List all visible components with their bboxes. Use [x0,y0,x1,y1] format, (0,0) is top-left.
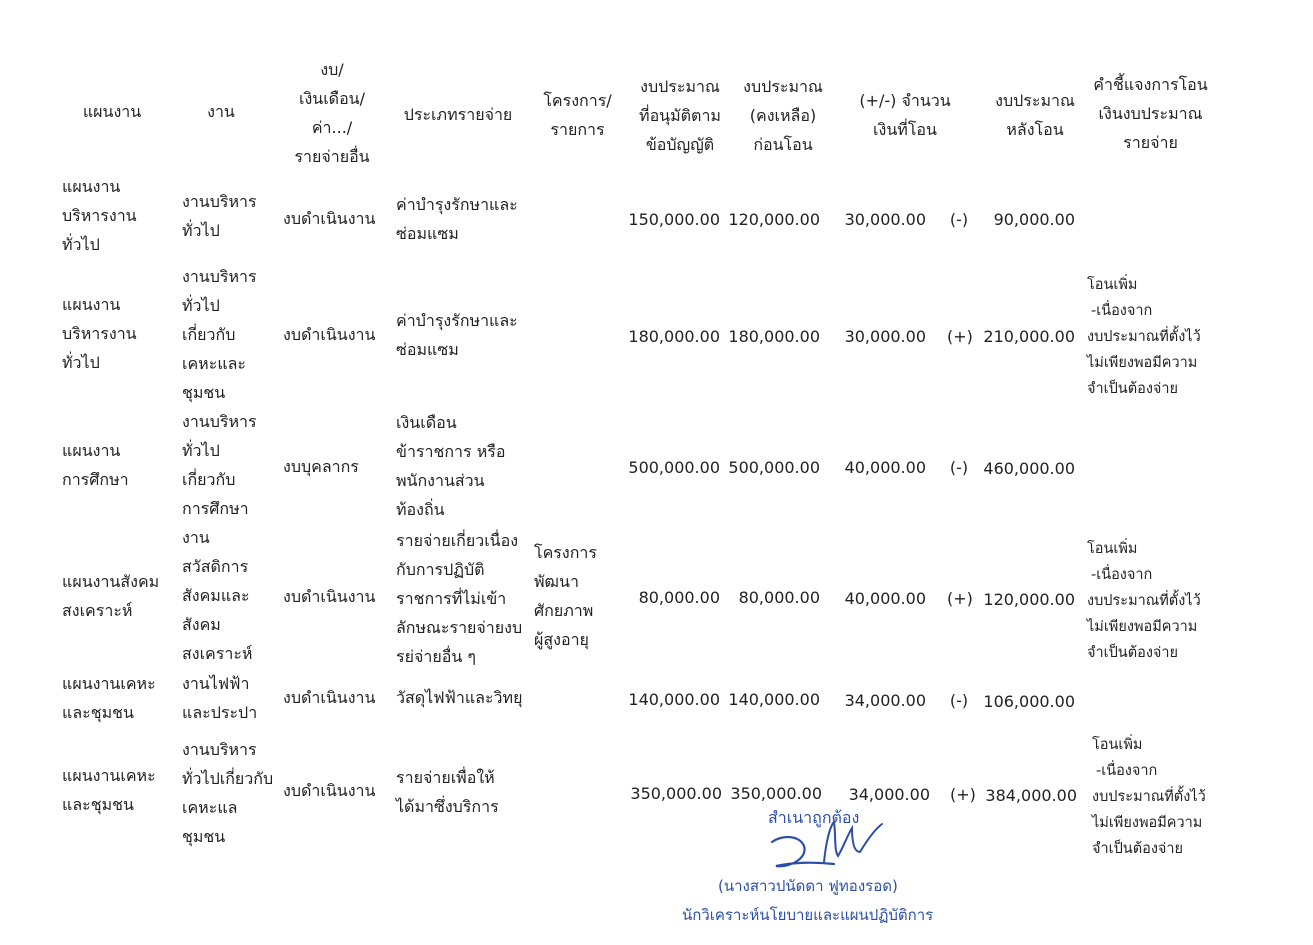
row-1-sign [947,322,971,351]
cell-text: งบดำเนินงาน [283,587,376,606]
row-5-sign [950,780,974,809]
header-remaining [733,72,833,159]
row-3-remaining [720,583,820,612]
row-0-budget-type [283,204,375,233]
cell-text: 34,000.00 [844,691,926,710]
cell-line: ค่าบำรุงรักษาและ [396,311,518,330]
cell-line: ไม่เพียงพอมีความ [1087,619,1198,635]
cell-line: พัฒนา [534,572,579,591]
cell-line: ศักยภาพ [534,601,594,620]
row-1-expense-type [396,306,518,364]
cell-text: 140,000.00 [728,690,820,709]
cell-line: ข้าราชการ หรือ [396,442,506,461]
cell-line: ราชการที่ไม่เข้า [396,589,507,608]
row-5-remaining [722,779,822,808]
cell-line: โครงการ [534,543,597,562]
header-transfer [850,86,960,144]
cell-line: เงินเดือน [396,413,457,432]
row-4-remaining [720,685,820,714]
cell-text: งบดำเนินงาน [283,209,376,228]
cell-text: 80,000.00 [738,588,820,607]
cell-line: งานบริหาร [182,740,257,759]
row-5-transfer [834,780,930,809]
header-line: ค่า.../ [311,118,353,137]
row-2-after [975,454,1075,483]
cell-text: งบบุคลากร [283,457,359,476]
row-1-budget-type [283,320,375,349]
cell-text: 80,000.00 [638,588,720,607]
cell-line: สงเคราะห์ [182,644,253,663]
row-1-plan [62,290,137,377]
cell-line: และชุมชน [62,703,134,722]
cell-text: 180,000.00 [728,327,820,346]
header-line: งบประมาณ [743,77,823,96]
cell-text: 30,000.00 [844,327,926,346]
cell-text: 500,000.00 [628,458,720,477]
cell-text: งบดำเนินงาน [283,688,376,707]
cell-text: 106,000.00 [983,692,1075,711]
row-2-transfer [830,453,926,482]
row-5-approved [622,779,722,808]
cell-line: รายจ่ายเกี่ยวเนื่อง [396,531,519,550]
cell-text: 210,000.00 [983,327,1075,346]
row-5-expense-type [396,763,499,821]
cell-line: งบประมาณที่ตั้งไว้ [1087,329,1201,345]
row-0-task [182,187,257,245]
row-2-remaining [720,453,820,482]
header-line: ข้อบัญญัติ [645,135,715,154]
cell-line: ทั่วไปเกี่ยวกับ [182,769,274,788]
header-approved [630,72,730,159]
row-3-after [975,585,1075,614]
cell-text: 384,000.00 [985,786,1077,805]
header-line: (+/-) จำนวน [859,91,951,110]
cell-text: (+) [947,589,973,608]
cell-text: 350,000.00 [730,784,822,803]
header-line: เงินเดือน/ [298,89,365,108]
cell-line: งบประมาณที่ตั้งไว้ [1092,789,1206,805]
row-4-approved [620,685,720,714]
cell-line: ทั่วไป [182,221,220,240]
header-task [176,97,266,126]
header-line: ที่อนุมัติตาม [639,106,721,125]
cell-line: แผนงานเคหะ [62,766,156,785]
row-0-remaining [720,205,820,234]
cell-text: 140,000.00 [628,690,720,709]
cell-line: ชุมชน [182,383,226,402]
cell-line: เคหะแล [182,798,238,817]
row-3-task [182,523,252,668]
cell-line: สงเคราะห์ [62,601,133,620]
cell-text: 90,000.00 [993,210,1075,229]
row-4-after [975,687,1075,716]
row-0-after [975,205,1075,234]
cell-line: ทั่วไป [182,296,220,315]
row-5-plan [62,761,156,819]
cell-text: (-) [949,458,969,477]
row-2-sign [947,453,971,482]
row-5-task [182,735,273,851]
row-5-explanation [1092,732,1206,862]
cell-line: โอนเพิ่ม [1092,737,1143,753]
header-line: เงินงบประมาณ [1098,104,1203,123]
signer-position [682,903,933,927]
cell-line: และชุมชน [62,795,134,814]
cell-line: บริหารงาน [62,324,137,343]
cell-line: งบประมาณที่ตั้งไว้ [1087,593,1201,609]
cell-text: (-) [949,691,969,710]
header-line: ก่อนโอน [753,135,813,154]
header-line: (คงเหลือ) [749,106,817,125]
cell-text: 120,000.00 [728,210,820,229]
cell-text: 150,000.00 [628,210,720,229]
cell-line: จำเป็นต้องจ่าย [1087,645,1179,661]
cell-line: งาน [182,528,210,547]
cell-line: ทั่วไป [62,353,100,372]
header-line: หลังโอน [1006,120,1064,139]
header-line: งบ/ [320,60,344,79]
row-3-expense-type [396,526,522,671]
header-line: รายจ่าย [1123,133,1178,152]
header-line: แผนงาน [82,102,142,121]
cell-text: 460,000.00 [983,459,1075,478]
cell-line: ผู้สูงอายุ [534,630,589,649]
row-4-task [182,669,257,727]
header-line: งบประมาณ [640,77,720,96]
row-5-budget-type [283,776,375,805]
cell-line: สังคมและ [182,586,250,605]
header-line: รายจ่ายอื่น [294,147,370,166]
header-line: งาน [207,102,235,121]
stamp-text: สำเนาถูกต้อง [768,808,860,827]
signer-name [718,874,898,898]
cell-line: บริหารงาน [62,206,137,225]
row-0-plan [62,172,137,259]
header-explanation [1088,70,1213,157]
header-line: คำชี้แจงการโอน [1093,75,1208,94]
cell-line: ได้มาซึ่งบริการ [396,797,499,816]
row-3-sign [947,584,971,613]
header-budget-type [272,55,392,171]
cell-line: รย่จ่ายอื่น ๆ [396,647,476,666]
row-0-sign [947,205,971,234]
row-4-transfer [830,686,926,715]
row-1-explanation [1087,272,1201,402]
row-3-project [534,538,597,654]
cell-line: งานบริหาร [182,267,257,286]
row-4-plan [62,669,156,727]
cell-line: -เนื่องจาก [1096,763,1158,779]
cell-line: ซ่อมแซม [396,224,459,243]
row-4-expense-type [396,683,522,712]
row-3-plan [62,567,159,625]
cell-text: (-) [949,210,969,229]
cell-line: จำเป็นต้องจ่าย [1087,381,1179,397]
header-line: งบประมาณ [995,91,1075,110]
row-1-after [975,322,1075,351]
cell-line: ไม่เพียงพอมีความ [1092,815,1203,831]
row-2-approved [620,453,720,482]
cell-line: ชุมชน [182,827,226,846]
row-3-approved [620,583,720,612]
row-5-after [977,781,1077,810]
cell-text: 180,000.00 [628,327,720,346]
cell-text: งบดำเนินงาน [283,781,376,800]
cell-text: 120,000.00 [983,590,1075,609]
signature-icon [764,812,894,874]
cell-line: แผนงานสังคม [62,572,160,591]
cell-line: การศึกษา [62,470,129,489]
header-expense-type [393,100,523,129]
cell-line: แผนงานเคหะ [62,674,156,693]
cell-line: แผนงาน [62,177,121,196]
cell-line: สังคม [182,615,221,634]
cell-line: กับการปฏิบัติ [396,560,485,579]
cell-line: ไม่เพียงพอมีความ [1087,355,1198,371]
cell-line: เกี่ยวกับ [182,325,236,344]
row-0-transfer [830,205,926,234]
cell-line: โอนเพิ่ม [1087,541,1138,557]
header-line: ประเภทรายจ่าย [403,105,513,124]
cell-text: งบดำเนินงาน [283,325,376,344]
cell-line: การศึกษา [182,499,249,518]
cell-text: (+) [950,785,976,804]
cell-line: แผนงาน [62,441,121,460]
row-0-approved [620,205,720,234]
row-1-task [182,262,257,407]
row-0-expense-type [396,190,518,248]
cell-text: 500,000.00 [728,458,820,477]
cell-text: 40,000.00 [844,589,926,608]
cell-line: วัสดุไฟฟ้าและวิทยุ [396,688,523,707]
row-3-explanation [1087,536,1201,666]
cell-line: ค่าบำรุงรักษาและ [396,195,518,214]
cell-line: ท้องถิ่น [396,500,445,519]
cell-line: ลักษณะรายจ่ายงบ [396,618,523,637]
cell-line: รายจ่ายเพื่อให้ [396,768,495,787]
row-2-budget-type [283,452,359,481]
cell-line: -เนื่องจาก [1091,567,1153,583]
header-project [530,86,625,144]
signer-position-text: นักวิเคราะห์นโยบายและแผนปฏิบัติการ [682,906,934,924]
cell-line: เคหะและ [182,354,247,373]
row-2-plan [62,436,129,494]
cell-line: พนักงานส่วน [396,471,485,490]
cell-line: งานบริหาร [182,412,257,431]
header-line: โครงการ/ [543,91,612,110]
cell-line: ซ่อมแซม [396,340,459,359]
cell-line: โอนเพิ่ม [1087,277,1138,293]
cell-line: งานไฟฟ้า [182,674,250,693]
cell-text: 350,000.00 [630,784,722,803]
header-line: เงินที่โอน [873,120,937,139]
signer-name-text: (นางสาวปนัดดา ฟูทองรอด) [718,877,898,895]
row-1-approved [620,322,720,351]
row-1-transfer [830,322,926,351]
cell-line: จำเป็นต้องจ่าย [1092,841,1184,857]
cell-line: สวัสดิการ [182,557,249,576]
cell-text: (+) [947,327,973,346]
cell-text: 34,000.00 [848,785,930,804]
header-line: รายการ [550,120,605,139]
cell-line: งานบริหาร [182,192,257,211]
cell-line: แผนงาน [62,295,121,314]
header-plan [62,97,162,126]
cell-text: 30,000.00 [844,210,926,229]
row-4-budget-type [283,683,375,712]
cell-text: 40,000.00 [844,458,926,477]
row-4-sign [947,686,971,715]
cell-line: และประปา [182,703,258,722]
cell-line: เกี่ยวกับ [182,470,236,489]
cell-line: -เนื่องจาก [1091,303,1153,319]
row-1-remaining [720,322,820,351]
row-2-task [182,407,257,523]
cell-line: ทั่วไป [182,441,220,460]
row-2-expense-type [396,408,505,524]
row-3-transfer [830,584,926,613]
header-after [985,86,1085,144]
cell-line: ทั่วไป [62,235,100,254]
row-3-budget-type [283,582,375,611]
